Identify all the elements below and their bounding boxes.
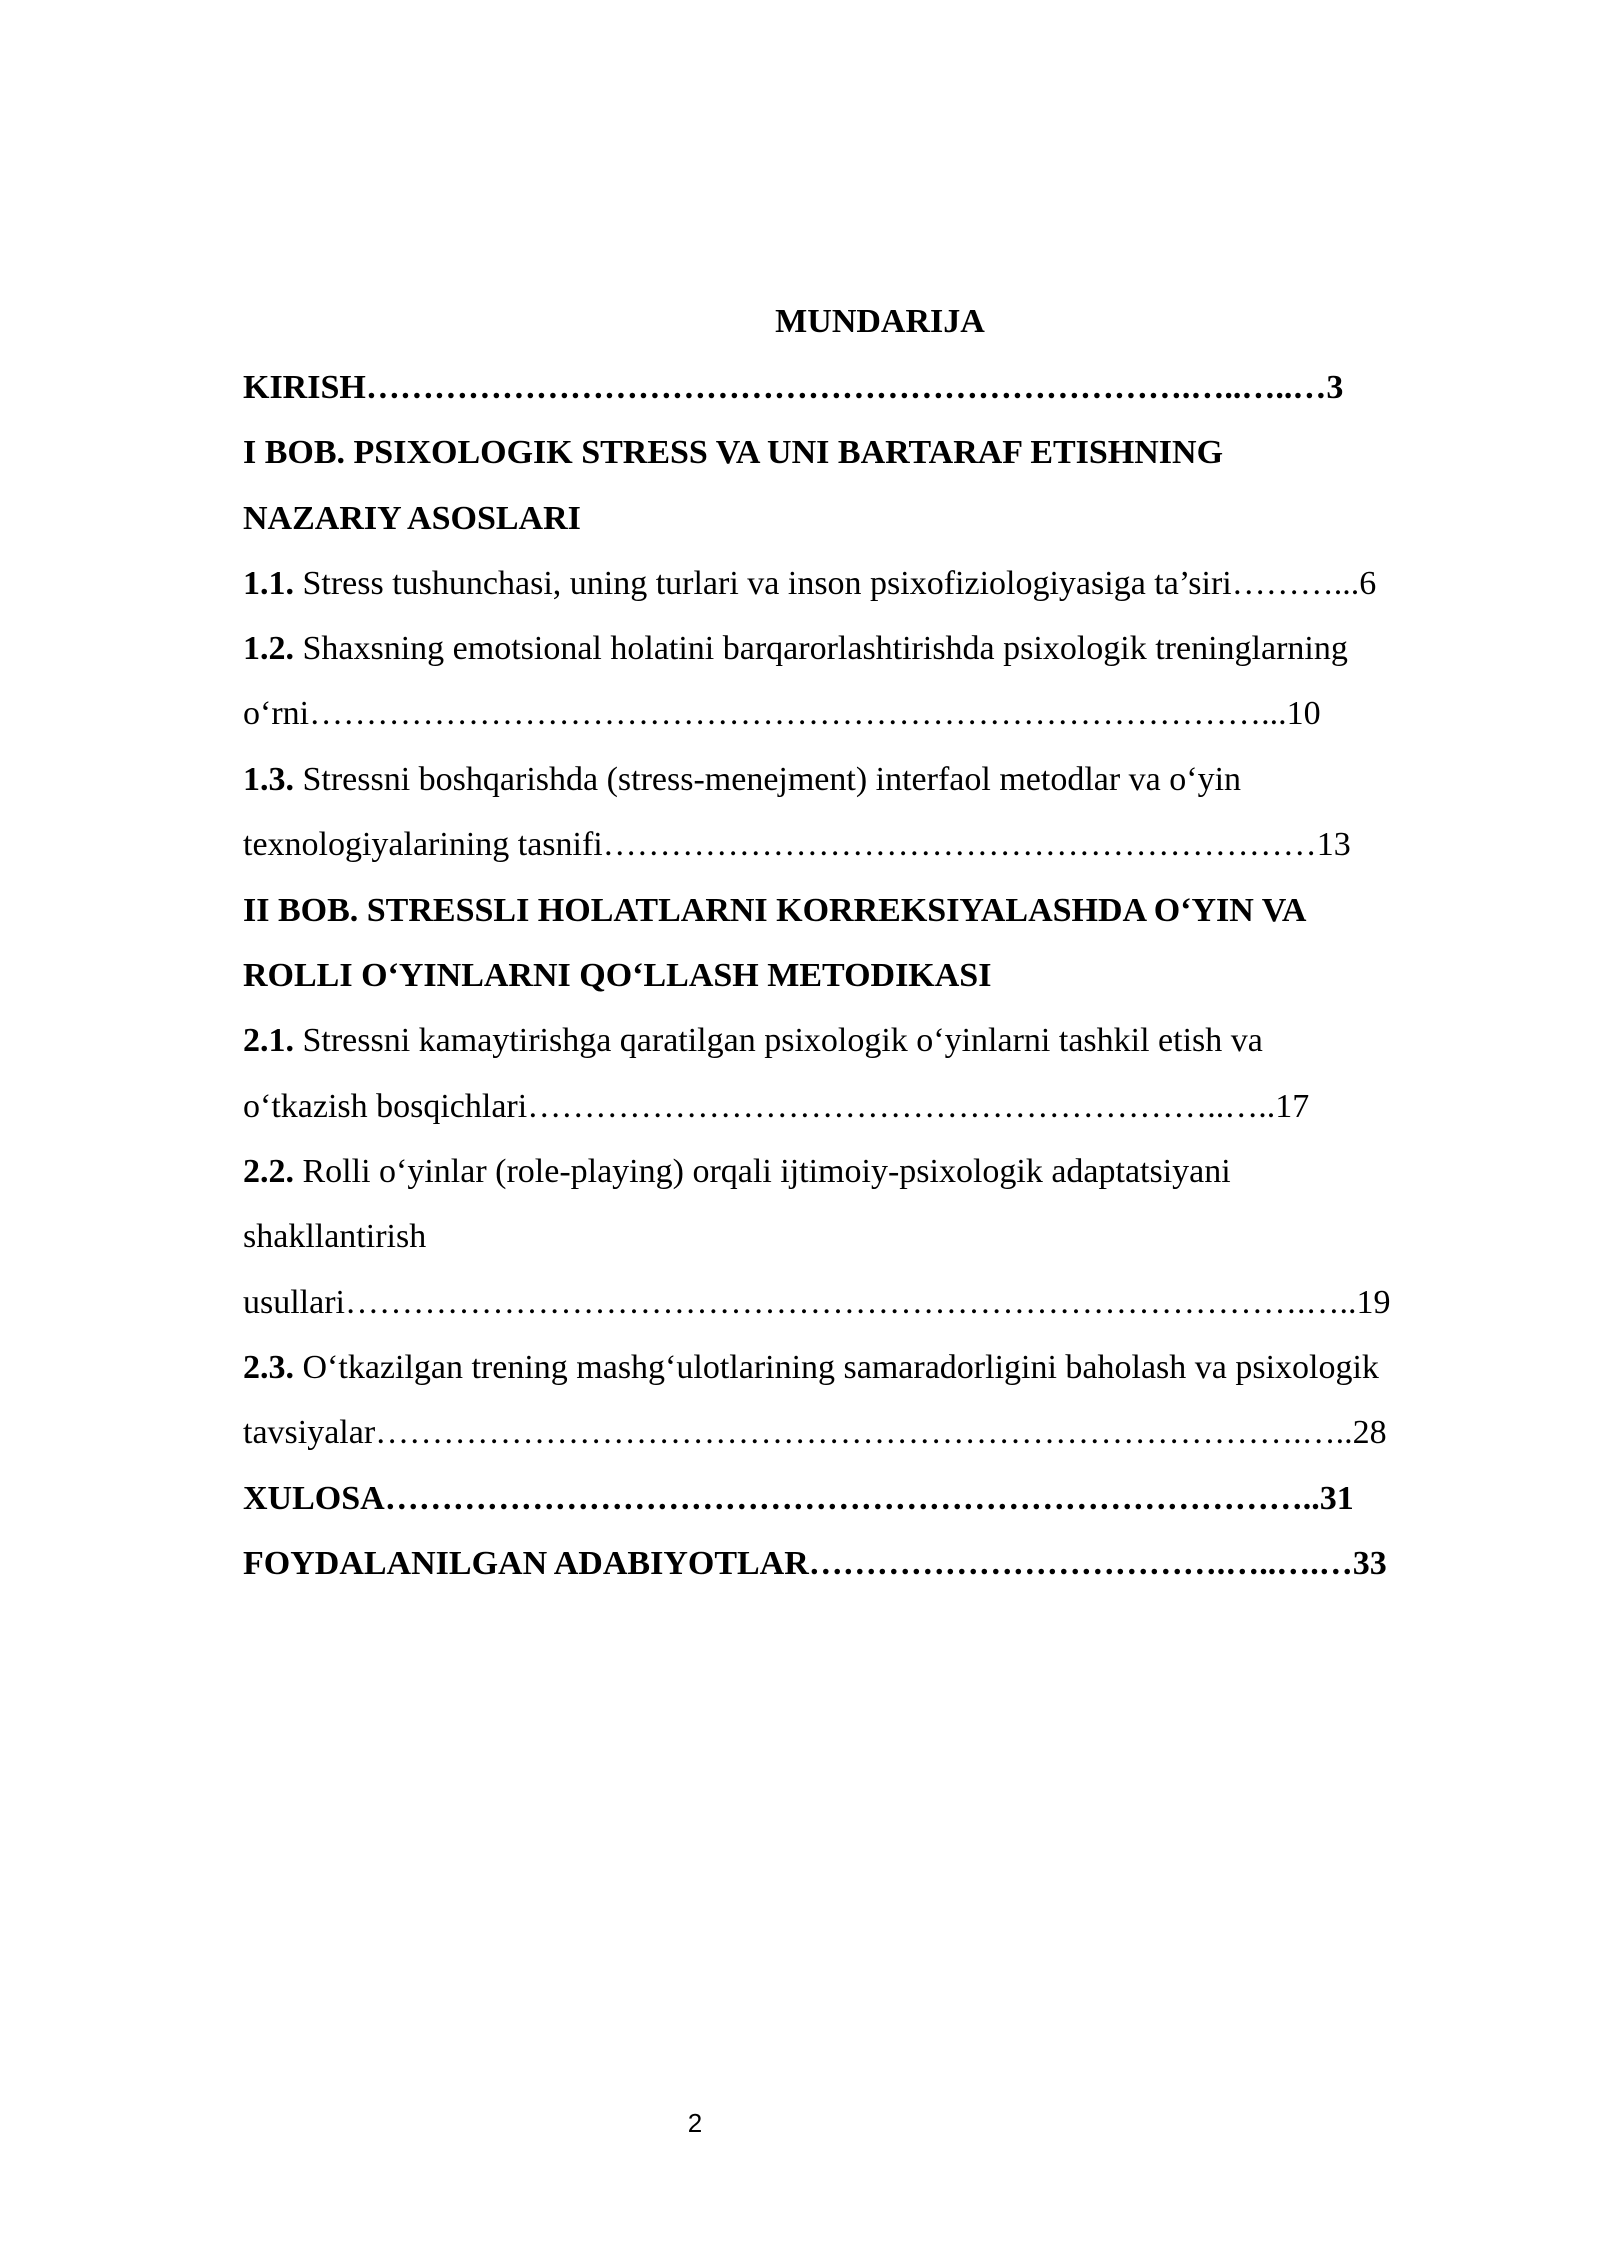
toc-entry-text: Stressni boshqarishda (stress-menejment) interfaol metodlar va o‘yin	[302, 761, 1242, 798]
toc-entry-2-2	[243, 1150, 1513, 1194]
page-number: 2	[687, 2108, 703, 2138]
page-title: MUNDARIJA	[775, 303, 985, 340]
section-number: 1.3.	[243, 761, 294, 798]
toc-entry-2-2-continued-2: usullari………………………………………………………………………….…..19	[243, 1284, 1391, 1321]
toc-entry-text: Stressni kamaytirishga qaratilgan psixologik o‘yinlarni tashkil etish va	[302, 1022, 1263, 1059]
section-number: 1.2.	[243, 630, 294, 667]
toc-entry-1-2	[243, 627, 1513, 671]
toc-entry-xulosa: XULOSA………………………………………………………………………..31	[243, 1480, 1354, 1517]
toc-entry-text: Stress tushunchasi, uning turlari va inson psixofiziologiyasiga ta’siri………...6	[302, 565, 1377, 602]
toc-entry-2-1-continued: o‘tkazish bosqichlari……………………………………………………..…..17	[243, 1088, 1310, 1125]
toc-entry-2-2-continued: shakllantirish	[243, 1218, 427, 1255]
section-number: 2.3.	[243, 1349, 294, 1386]
toc-entry-2-3-continued: tavsiyalar……………………………………………………………………….…..28	[243, 1414, 1387, 1451]
toc-entry-text: O‘tkazilgan trening mashg‘ulotlarining samaradorligini baholash va psixologik	[302, 1349, 1379, 1386]
toc-chapter-1-title-line-1: I BOB. PSIXOLOGIK STRESS VA UNI BARTARAF ETISHNING	[243, 434, 1224, 471]
toc-chapter-1-title-line-2: NAZARIY ASOSLARI	[243, 500, 581, 537]
toc-entry-2-3	[243, 1346, 1513, 1390]
toc-entry-adabiyotlar: FOYDALANILGAN ADABIYOTLAR……………………………….…..….…33	[243, 1545, 1387, 1582]
section-number: 1.1.	[243, 565, 294, 602]
toc-entry-1-3-continued: texnologiyalarining tasnifi………………………………………………………13	[243, 826, 1351, 863]
toc-entry-text: Rolli o‘yinlar (role-playing) orqali ijtimoiy-psixologik adaptatsiyani	[302, 1153, 1231, 1190]
toc-entry-1-1	[243, 562, 1513, 606]
toc-chapter-2-title-line-1: II BOB. STRESSLI HOLATLARNI KORREKSIYALASHDA O‘YIN VA	[243, 892, 1307, 929]
toc-entry-1-3	[243, 758, 1513, 802]
section-number: 2.1.	[243, 1022, 294, 1059]
toc-chapter-2-title-line-2: ROLLI O‘YINLARNI QO‘LLASH METODIKASI	[243, 957, 992, 994]
toc-entry-text: Shaxsning emotsional holatini barqarorlashtirishda psixologik treninglarning	[302, 630, 1348, 667]
section-number: 2.2.	[243, 1153, 294, 1190]
toc-entry-1-2-continued: o‘rni…………………………………………………………………………...10	[243, 695, 1321, 732]
toc-entry-kirish: KIRISH……………………………………………………………….…..…..…3	[243, 369, 1344, 406]
toc-entry-2-1	[243, 1019, 1513, 1063]
